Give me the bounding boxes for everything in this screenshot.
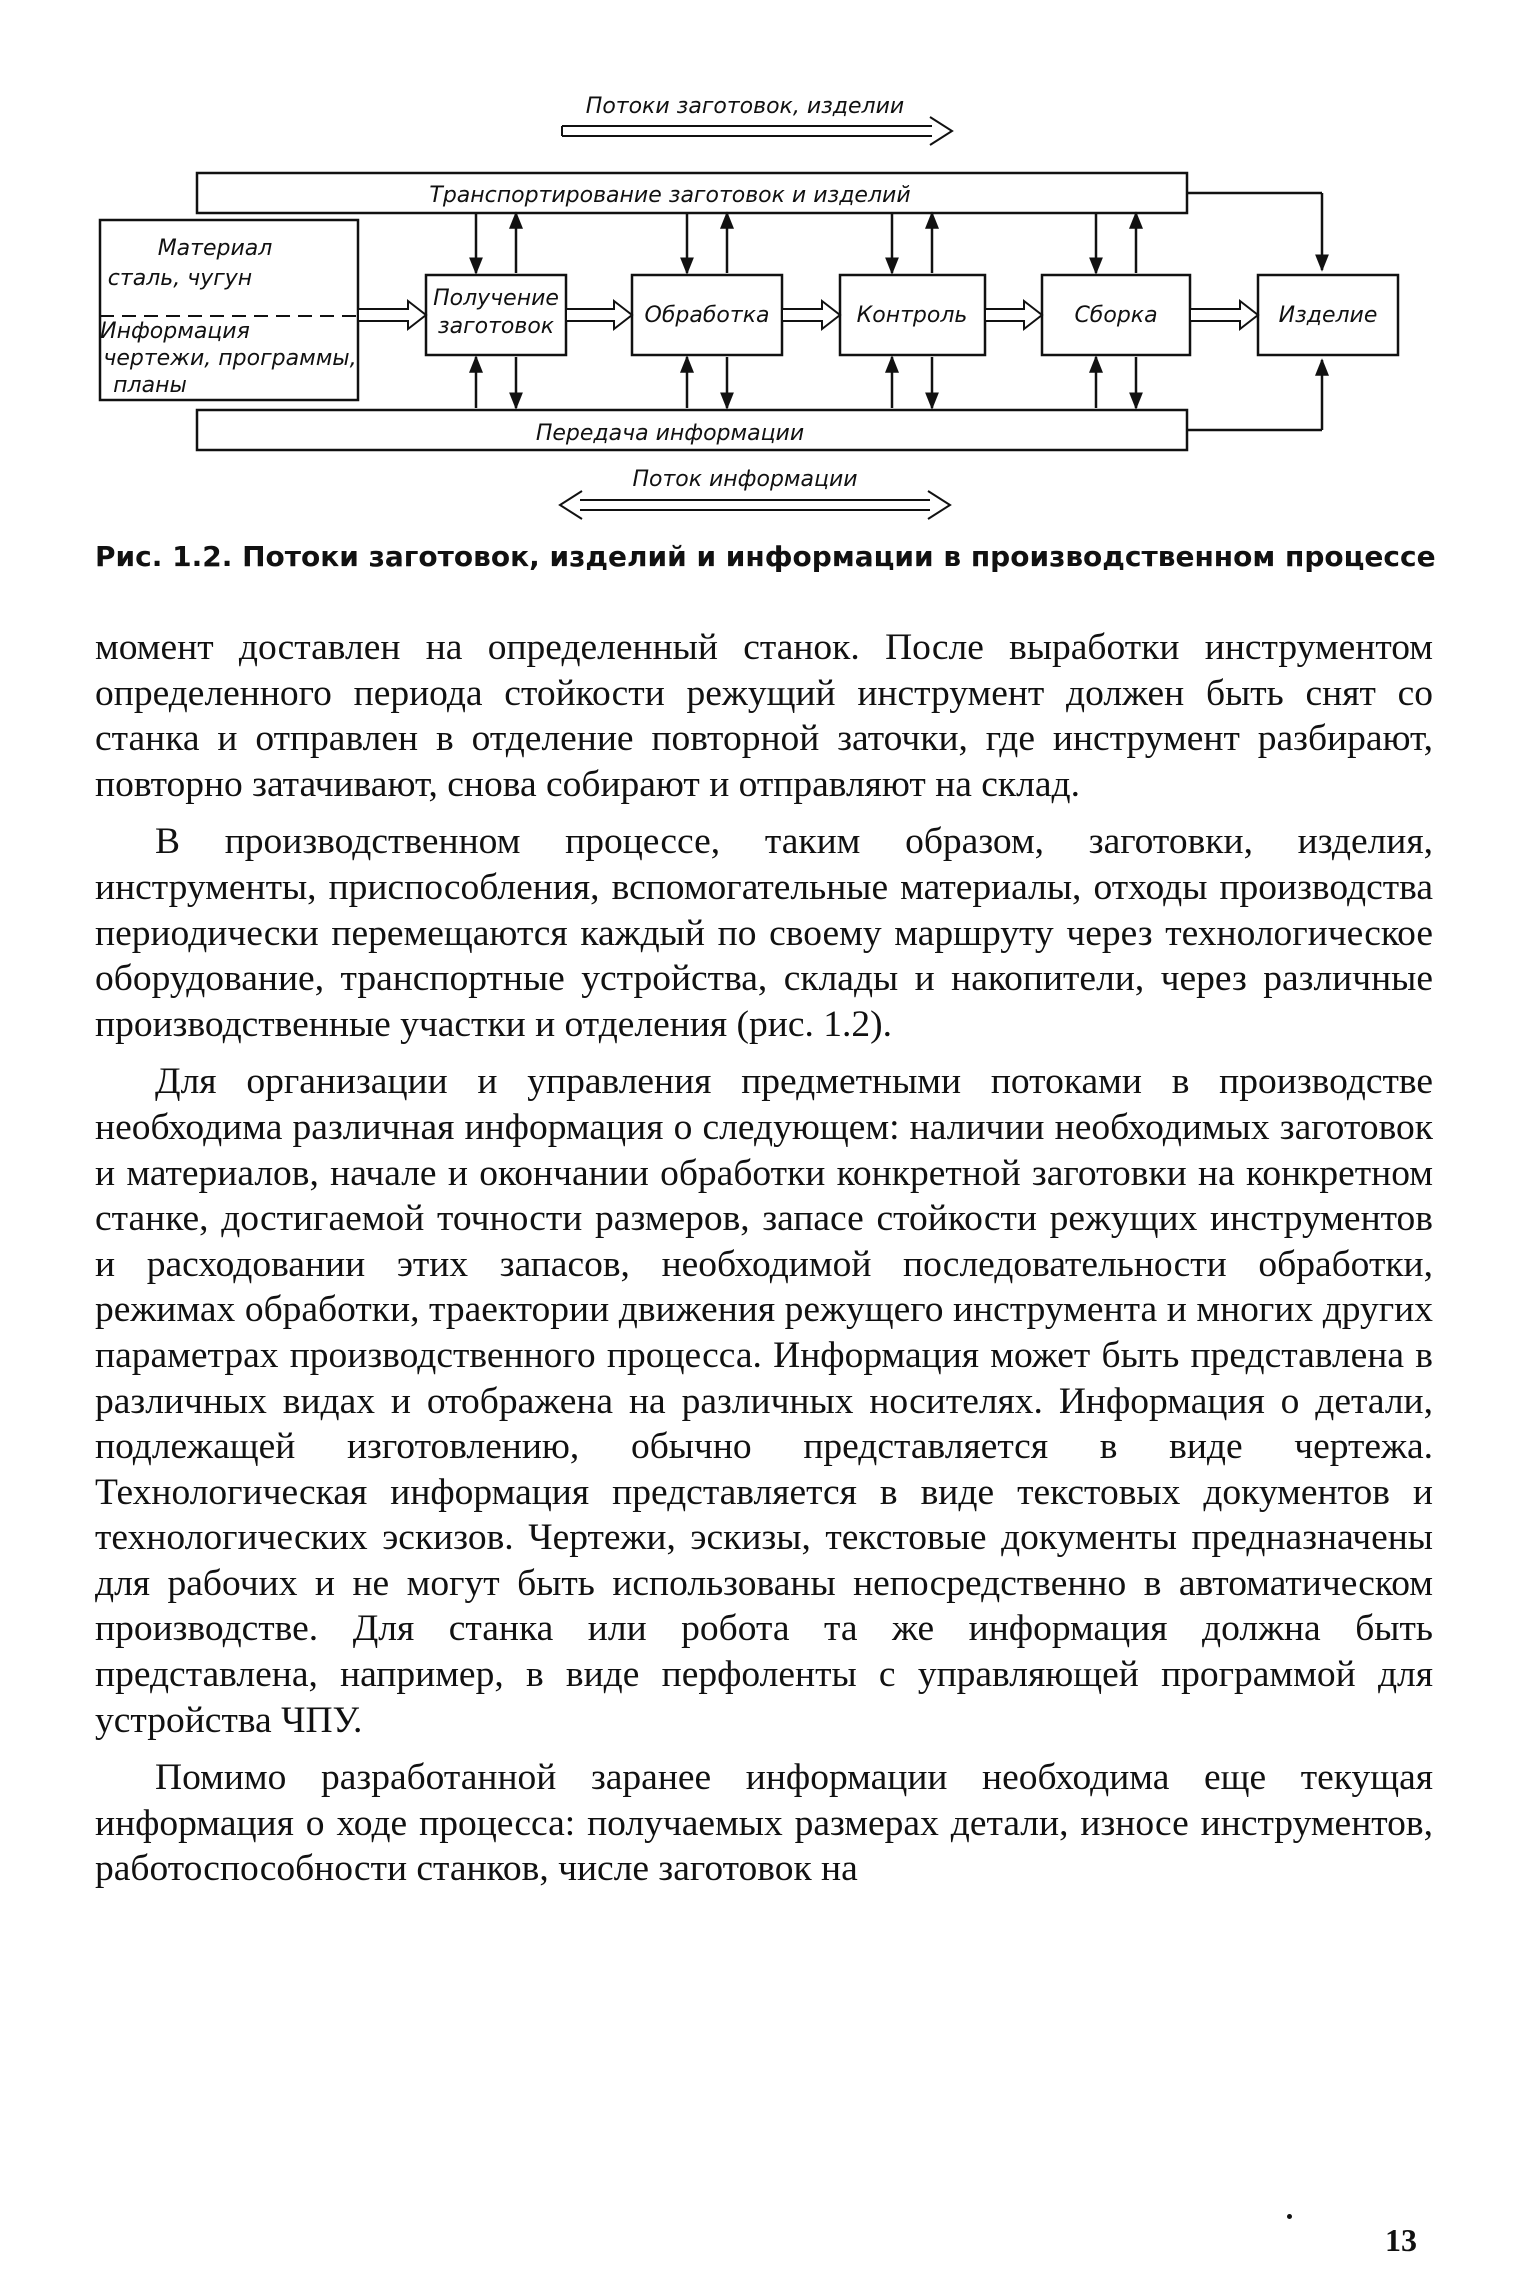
flow-diagram — [0, 0, 1525, 520]
stage-product-box — [1258, 275, 1398, 355]
input-info-line1: Информация — [100, 319, 250, 344]
figure-caption: Рис. 1.2. Потоки заготовок, изделий и информации в производственном процессе — [95, 540, 1436, 573]
paragraph: момент доставлен на определенный станок. После выработки инструментом определенного периода стойкости режущий инструмент должен быть снят со станка и отправлен в отделение повторной заточки, где инструмент разбирают, повторно затачивают, снова собирают и отправляют на склад. — [95, 627, 1433, 805]
stage-receive-line1: Получение — [433, 286, 559, 311]
body-text — [95, 625, 1433, 1892]
info-transfer-band — [197, 410, 1187, 450]
transport-label: Транспортирование заготовок и изделий — [429, 183, 911, 208]
info-transfer-label: Передача информации — [535, 421, 805, 446]
stage-receive-box — [426, 275, 566, 355]
stage-machining-box — [632, 275, 782, 355]
top-arrow-label: Потоки заготовок, изделии — [585, 94, 905, 119]
transport-band — [197, 173, 1187, 213]
paragraph: В производственном процессе, таким образом, заготовки, изделия, инструменты, приспособления, вспомогательные материалы, отходы производства периодически перемещаются каждый по своему маршруту через технологическое оборудование, транспортные устройства, склады и накопители, через различные производственные участки и отделения (рис. 1.2). — [95, 821, 1433, 1045]
stage-receive-line2: заготовок — [437, 314, 555, 339]
bottom-arrow-label: Поток информации — [632, 467, 858, 492]
input-info-line3: планы — [113, 373, 187, 398]
paragraph: Для организации и управления предметными потоками в производстве необходима различная информация о следующем: наличии необходимых заготовок и материалов, начале и окончании обработки конкретной заготовки на конкретном станке, достигаемой точности размеров, запасе стойкости режущих инструментов и расходовании этих запасов, необходимой последовательности обработки, режимах обработки, траектории движения режущего инструмента и многих других параметрах производственного процесса. Информация может быть представлена в различных видах и отображена на различных носителях. Информация о детали, подлежащей изготовлению, обычно представляется в виде чертежа. Технологическая информация представляется в виде текстовых документов и технологических эскизов. Чертежи, эскизы, текстовые документы предназначены для рабочих и не могут быть использованы непосредственно в автоматическом производстве. Для станка или робота та же информация должна быть представлена, например, в виде перфоленты с управляющей программой для устройства ЧПУ. — [95, 1061, 1433, 1741]
stage-control-label: Контроль — [856, 303, 968, 328]
workpiece-flow-arrow-icon — [562, 117, 952, 145]
page-number: 13 — [1385, 2222, 1417, 2258]
stray-dot — [1287, 2214, 1292, 2219]
input-info-line2: чертежи, программы, — [103, 346, 357, 371]
paragraph: Помимо разработанной заранее информации необходима еще текущая информация о ходе процесса: получаемых размерах детали, износе инструментов, работоспособности станков, числе заготовок на — [95, 1757, 1433, 1890]
stage-product-label: Изделие — [1278, 303, 1378, 328]
input-material-line2: сталь, чугун — [107, 266, 253, 291]
stage-assembly-box — [1042, 275, 1190, 355]
stage-control-box — [840, 275, 985, 355]
stage-machining-label: Обработка — [644, 303, 770, 328]
stage-assembly-label: Сборка — [1074, 303, 1158, 328]
information-flow-arrow-icon — [560, 491, 950, 519]
input-box — [100, 220, 358, 400]
input-material-line1: Материал — [157, 236, 273, 261]
